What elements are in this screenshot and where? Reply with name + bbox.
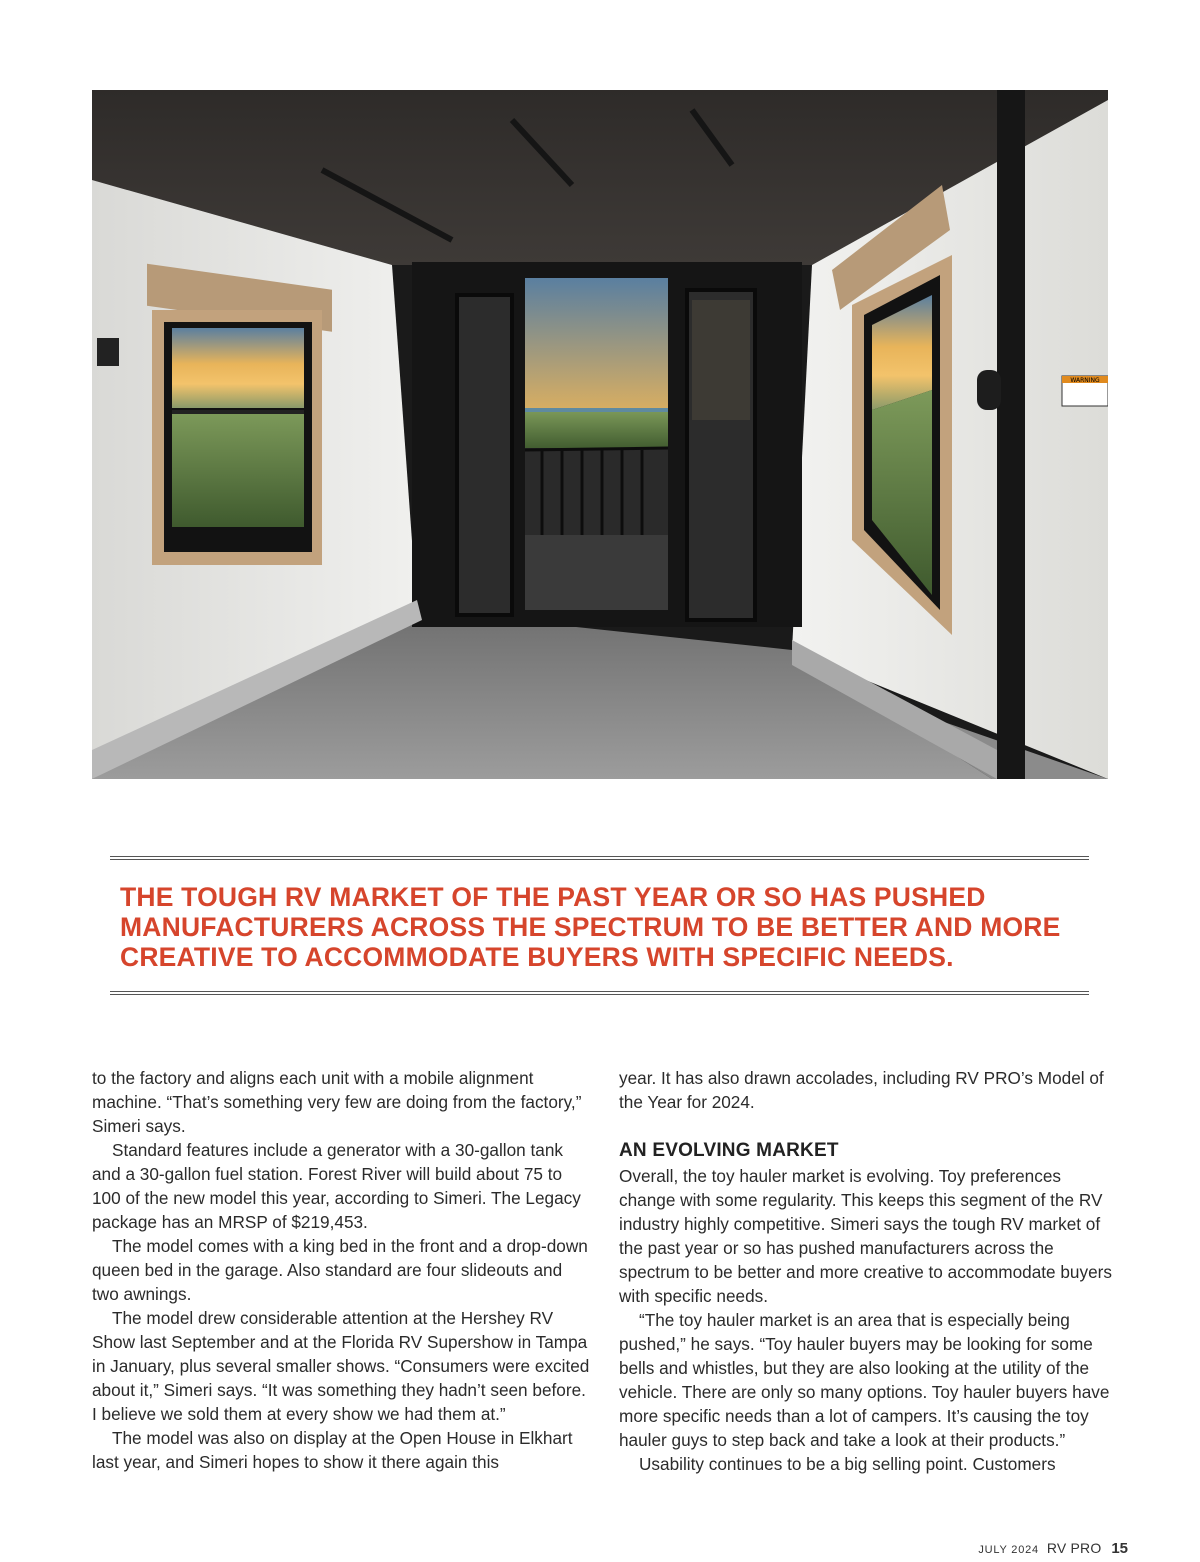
pull-quote-top-rule	[110, 856, 1089, 861]
article-photo	[92, 90, 1108, 779]
paragraph: The model drew considerable attention at the Hershey RV Show last September and at the Florida RV Supershow in Tampa in January, plus several smaller shows. “Consumers were excited about it,” Simeri says. “It was something they hadn’t seen before. I believe we sold them at every show we had them at.”	[92, 1308, 590, 1424]
page-folio	[978, 1540, 1128, 1557]
pull-quote	[110, 856, 1089, 996]
issue-date: JULY 2024	[978, 1544, 1039, 1556]
pull-quote-bottom-rule	[110, 991, 1089, 996]
warning-label-text: WARNING	[1070, 377, 1100, 384]
paragraph: to the factory and aligns each unit with a mobile alignment machine. “That’s something very few are doing from the factory,” Simeri says.	[92, 1068, 582, 1136]
paragraph: year. It has also drawn accolades, including RV PRO’s Model of the Year for 2024.	[619, 1068, 1104, 1112]
page-number: 15	[1111, 1540, 1128, 1557]
paragraph: Usability continues to be a big selling point. Customers	[639, 1454, 1056, 1474]
toy-hauler-interior-illustration	[92, 90, 1108, 779]
paragraph: The model was also on display at the Open House in Elkhart last year, and Simeri hopes to show it there again this	[92, 1428, 573, 1472]
magazine-name: RV PRO	[1046, 1540, 1102, 1556]
paragraph: Overall, the toy hauler market is evolving. Toy preferences change with some regularity. This keeps this segment of the RV industry highly competitive. Simeri says the tough RV market of the past year or so has pushed manufacturers across the spectrum to be better and more creative to accommodate buyers with specific needs.	[619, 1166, 1112, 1306]
paragraph: The model comes with a king bed in the front and a drop-down queen bed in the garage. Also standard are four slideouts and two awnings.	[92, 1236, 588, 1304]
section-heading: AN EVOLVING MARKET	[619, 1140, 839, 1161]
pull-quote-text: THE TOUGH RV MARKET OF THE PAST YEAR OR SO HAS PUSHED MANUFACTURERS ACROSS THE SPECTRUM TO BE BETTER AND MORE CREATIVE TO ACCOMMODATE BUYERS WITH SPECIFIC NEEDS.	[120, 882, 1061, 972]
article-column-right	[619, 1066, 1119, 1476]
paragraph: “The toy hauler market is an area that is especially being pushed,” he says. “Toy hauler buyers may be looking for some bells and whistles, but they are also looking at the utility of the vehicle. There are only so many options. Toy hauler buyers have more specific needs than a lot of campers. It’s causing the toy hauler guys to step back and take a look at their products.”	[619, 1310, 1110, 1450]
article-column-left	[92, 1066, 592, 1474]
paragraph: Standard features include a generator with a 30-gallon tank and a 30-gallon fuel station. Forest River will build about 75 to 100 of the new model this year, according to Simeri. The Legacy package has an MRSP of $219,453.	[92, 1140, 581, 1232]
